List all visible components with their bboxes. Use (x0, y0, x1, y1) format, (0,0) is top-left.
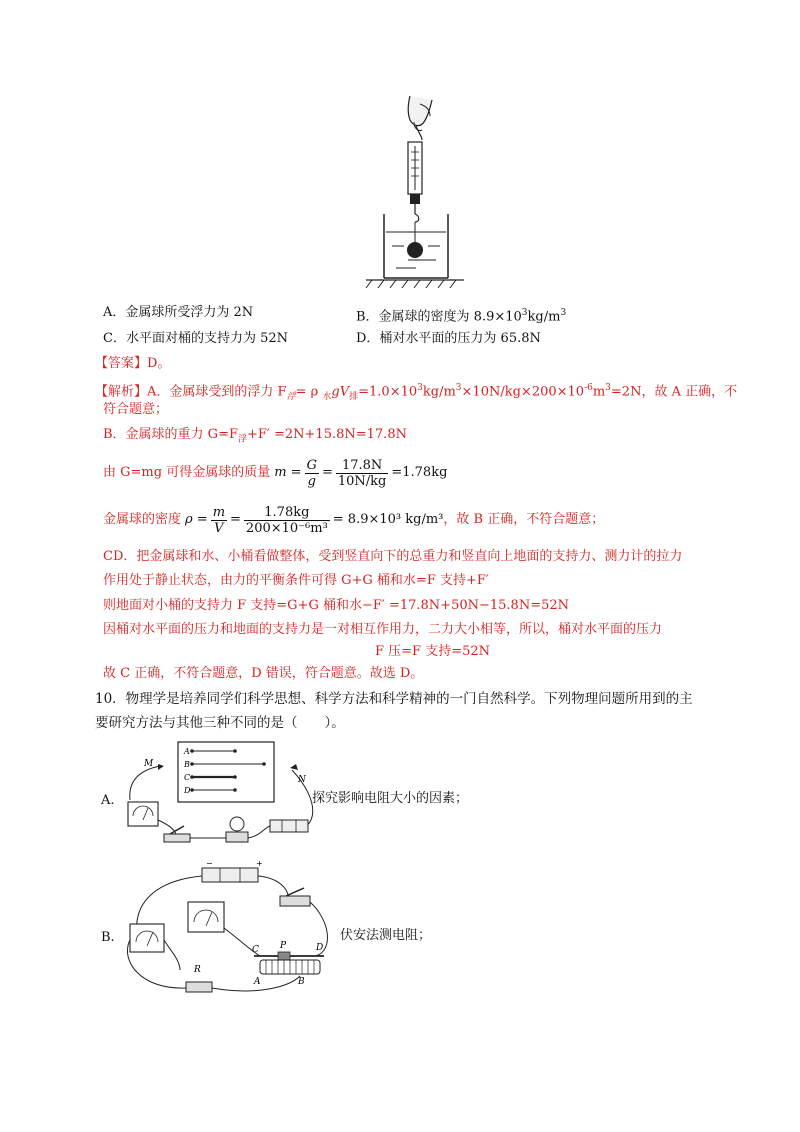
frac-den-200: 200×10⁻⁶m³ (245, 520, 328, 536)
math-rho: ρ = (185, 512, 208, 527)
frac-m-over-v (211, 505, 227, 536)
analysis-line-3 (103, 427, 407, 448)
question-10-stem-1: 10．物理学是培养同学们科学思想、科学方法和科学精神的一门自然科学。下列物理问题所用到的主 (95, 691, 693, 707)
text-g-volume: ×10N/kg×200×10 (461, 384, 585, 400)
frac-num-17-8: 17.8N (336, 458, 389, 474)
wire-c-label: C (184, 773, 191, 782)
analysis-label: 【解析】 (95, 384, 148, 400)
analysis-line-1 (95, 380, 737, 405)
question-10-option-b-letter: B. (101, 930, 115, 945)
text-mass-intro: 由 G=mg 可得金属球的质量 (103, 465, 271, 480)
math-eq: = (321, 465, 333, 480)
analysis-mass-line (103, 453, 447, 493)
option-a: A．金属球所受浮力为 2N (103, 305, 254, 320)
exp-3: -6 (584, 383, 593, 393)
option-b-exp: 3 (521, 308, 528, 318)
frac-density-values (244, 505, 330, 536)
option-b (356, 305, 566, 325)
svg-text:−: − (206, 860, 213, 868)
frac-den-v: V (214, 520, 224, 536)
svg-text:+: + (256, 860, 263, 868)
math-eq-2: = (230, 512, 241, 527)
wire-d-label: D (184, 786, 191, 795)
question-10-option-b-text: 伏安法测电阻； (340, 928, 432, 943)
figure-b-circuit (120, 860, 340, 1000)
answer-line (95, 356, 170, 372)
text-a-conclusion: =2N，故 A 正确，不 (610, 384, 738, 400)
exp-2: 3 (455, 383, 462, 393)
option-c: C．水平面对桶的支持力为 52N (103, 331, 288, 346)
text-gravity-result: +F′ =2N+15.8N=17.8N (247, 427, 407, 442)
sub-water: 水 (322, 391, 332, 402)
spring-scale-figure (360, 92, 470, 290)
analysis-line-2: 符合题意； (103, 402, 169, 417)
exp-4: 3 (605, 383, 611, 393)
frac-num-1-78: 1.78kg (244, 505, 330, 521)
option-b-prefix: B．金属球的密度为 8.9×10 (356, 309, 522, 325)
sub-displaced: 排 (349, 391, 359, 402)
exp-1: 3 (417, 383, 423, 393)
math-density-result: = 8.9×10³ kg/m³ (332, 512, 444, 527)
text-gravity: B．金属球的重力 G=F (103, 427, 238, 442)
rheostat-b-label: B (298, 977, 305, 987)
analysis-cd-line-3: 则地面对小桶的支持力 F 支持=G+G 桶和水−F′ =17.8N+50N−15.8N=52N (103, 598, 570, 613)
sub-float: 浮 (286, 391, 296, 402)
text-density-label: 金属球的密度 (103, 512, 182, 527)
clip-m-label: M (144, 759, 154, 769)
frac-num-g: G (306, 457, 317, 473)
rheostat-p-label: P (280, 941, 287, 951)
frac-mass-values (336, 458, 389, 489)
rheostat-a-label: A (254, 977, 261, 987)
analysis-cd-line-5: F 压=F 支持=52N (375, 644, 491, 659)
option-b-unit-exp: 3 (560, 308, 567, 318)
answer-value: D。 (147, 356, 171, 371)
wire-b-label: B (184, 760, 190, 769)
analysis-cd-line-6: 故 C 正确，不符合题意，D 错误，符合题意。故选 D。 (103, 666, 424, 681)
text-unit: kg/m (422, 384, 456, 400)
analysis-density-line (103, 500, 604, 540)
answer-label: 【答案】 (95, 356, 148, 371)
analysis-cd-line-4: 因桶对水平面的压力和地面的支持力是一对相互作用力，二力大小相等，所以，桶对水平面的压力 (103, 622, 663, 637)
figure-a-circuit (120, 740, 330, 852)
math-m: m = (274, 465, 302, 480)
option-b-suffix: kg/m (527, 309, 561, 325)
wire-a-label: A (184, 747, 190, 756)
analysis-cd-line-2: 作用处于静止状态，由力的平衡条件可得 G+G 桶和水=F 支持+F′ (103, 573, 489, 588)
rheostat-d-label: D (316, 943, 324, 953)
question-10-stem-2: 要研究方法与其他三种不同的是（ ）。 (95, 715, 345, 731)
analysis-cd-line-1: CD．把金属球和水、小桶看做整体，受到竖直向下的总重力和竖直向上地面的支持力、测力计的拉力 (103, 549, 683, 564)
frac-num-m: m (212, 504, 226, 520)
text-density-water: =1.0×10 (358, 384, 418, 400)
text-rho: = ρ (295, 384, 323, 400)
sub-float-2: 浮 (237, 434, 247, 445)
option-d: D．桶对水平面的压力为 65.8N (356, 331, 541, 346)
analysis-a-prefix: A．金属球受到的浮力 F (147, 384, 287, 400)
text-b-conclusion: ，故 B 正确，不符合题意； (443, 512, 605, 527)
text-m: m (592, 384, 606, 400)
text-gv: gV (331, 384, 350, 400)
frac-g-over-g (305, 458, 319, 489)
math-mass-result: =1.78kg (391, 465, 448, 480)
frac-den-10: 10N/kg (337, 473, 387, 489)
question-10-option-a-text: 探究影响电阻大小的因素； (312, 791, 469, 806)
rheostat-c-label: C (252, 945, 259, 955)
resistor-r-label: R (194, 965, 201, 975)
clip-n-label: N (298, 775, 306, 785)
question-10-option-a-letter: A. (101, 793, 115, 808)
frac-den-g: g (307, 473, 316, 489)
